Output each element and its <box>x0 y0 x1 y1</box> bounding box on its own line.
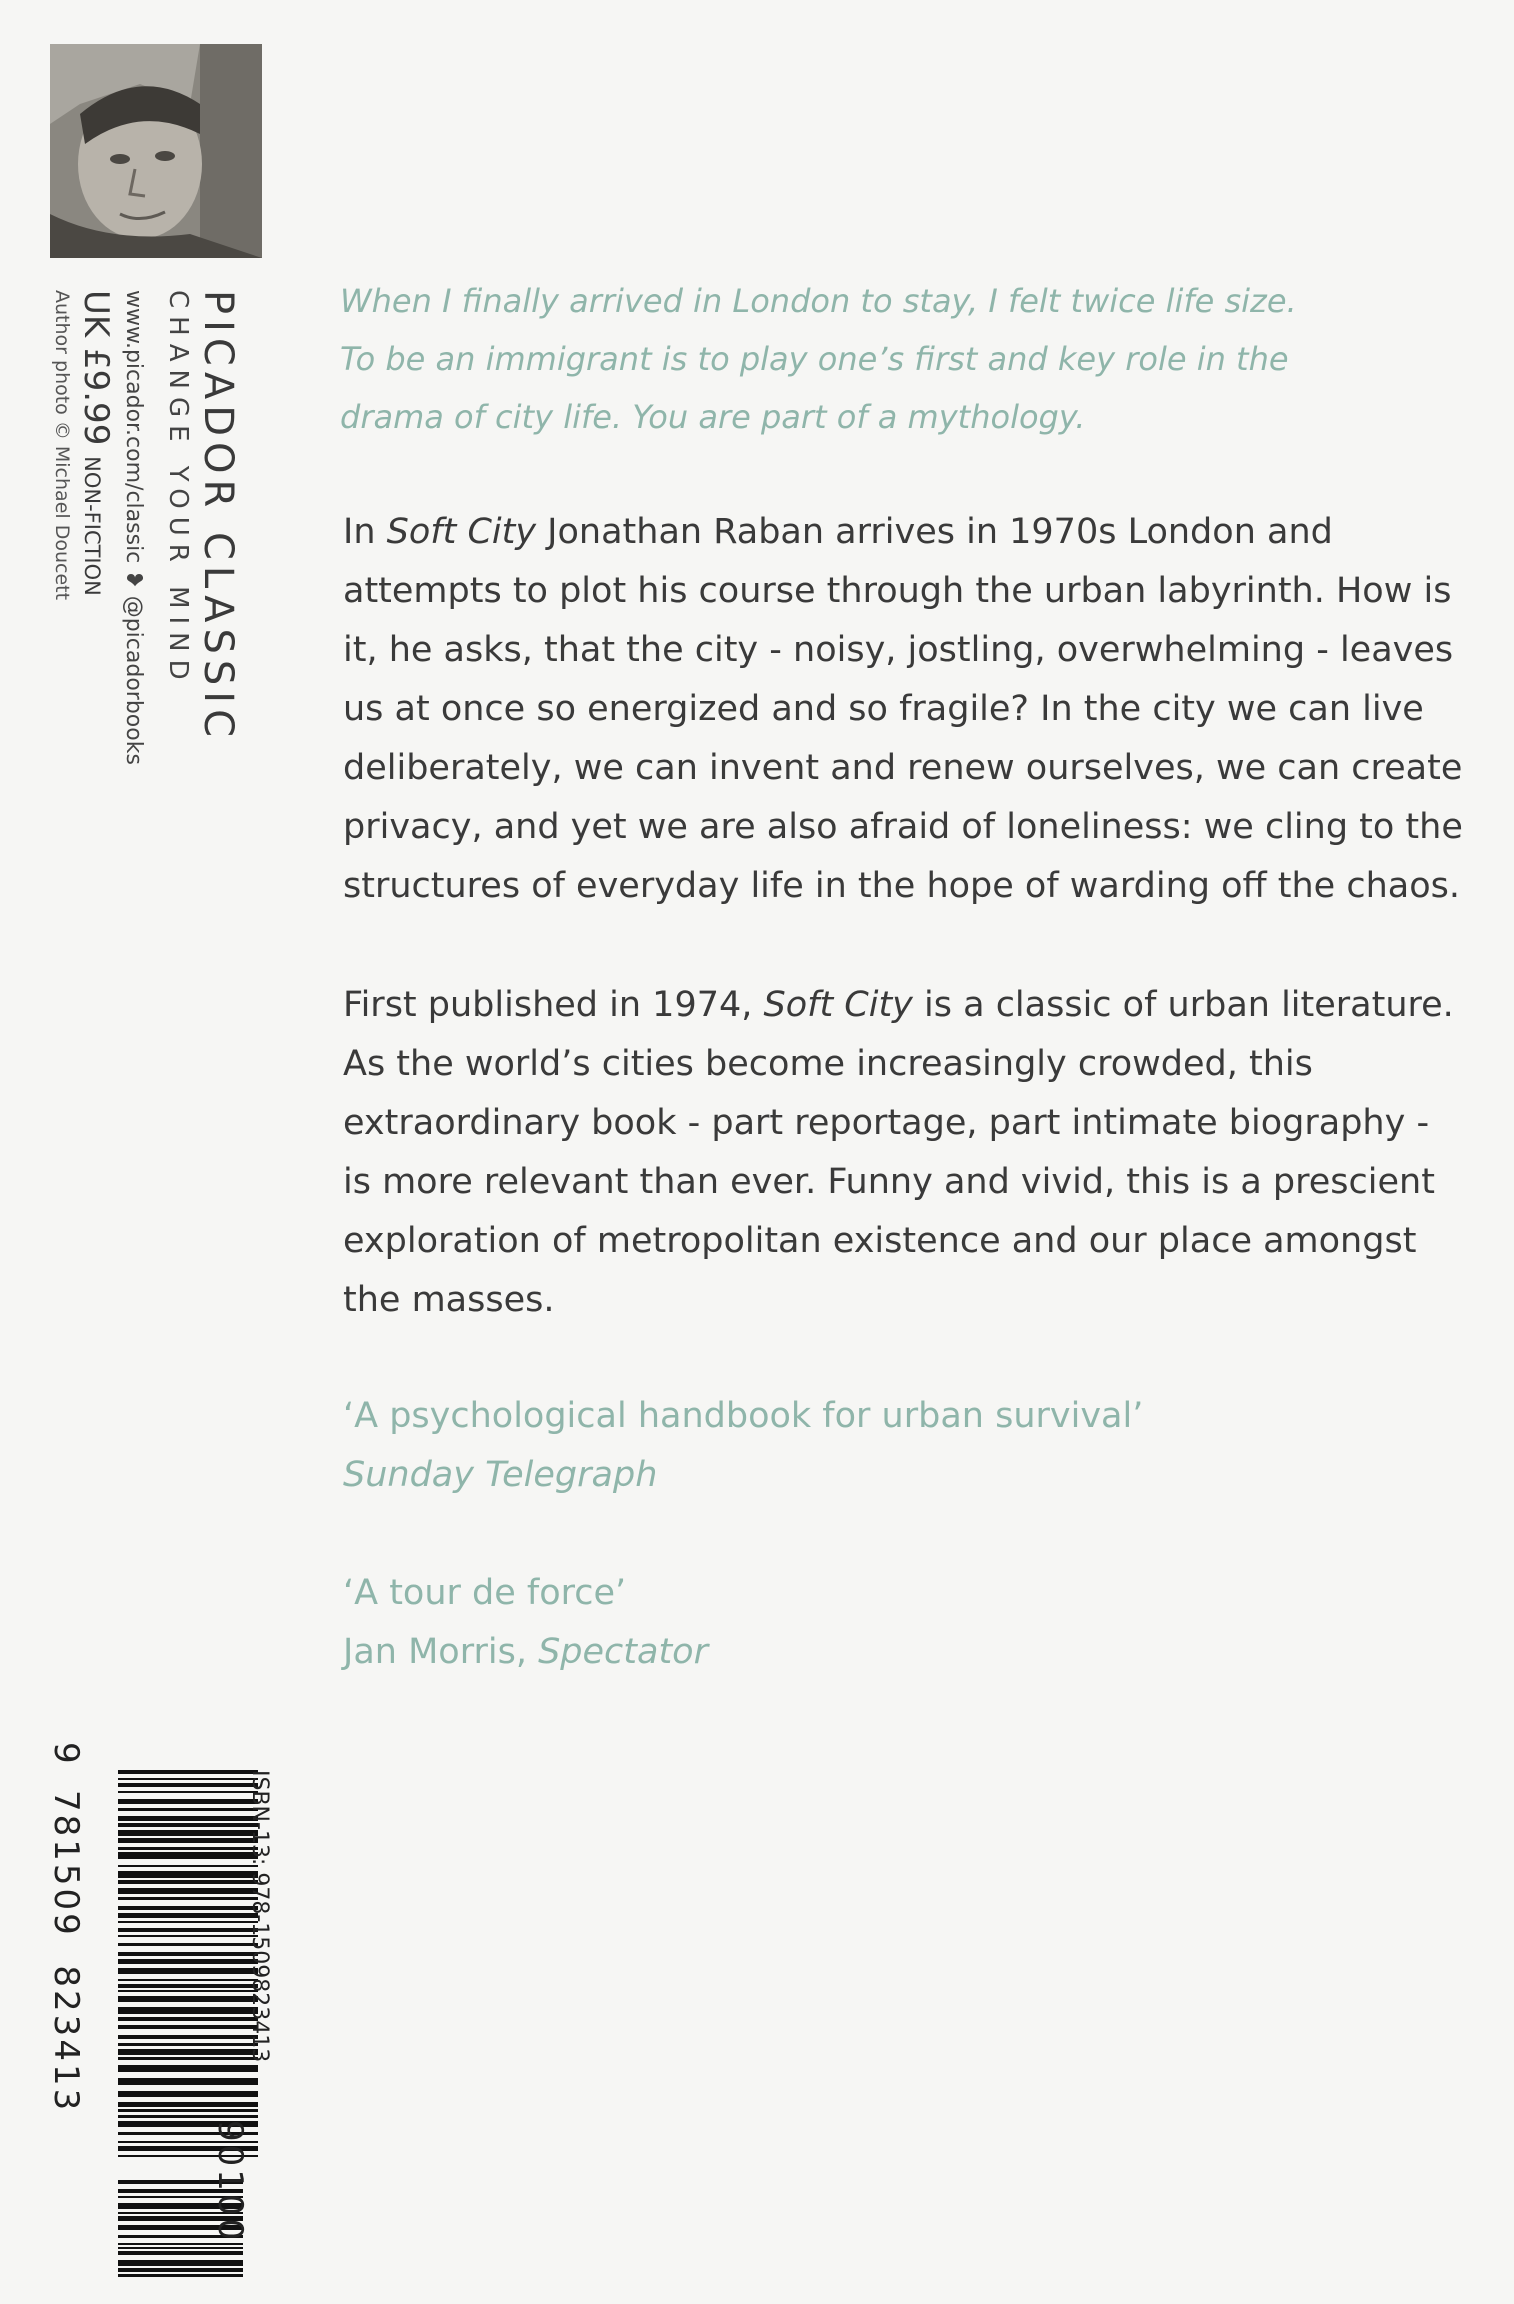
barcode-bar <box>118 1823 258 1827</box>
review-source: Sunday Telegraph <box>343 1455 658 1495</box>
barcode-addon-bar <box>118 2268 243 2272</box>
imprint-name: PICADOR CLASSIC <box>195 290 241 744</box>
barcode-addon-digits: 90100 <box>210 2120 250 2244</box>
barcode-bar <box>118 1943 258 1946</box>
web-and-twitter <box>121 290 146 765</box>
barcode-bar <box>118 2115 258 2118</box>
barcode-bar <box>118 1871 258 1878</box>
barcode-bar <box>118 1984 258 1988</box>
barcode-bar <box>118 2065 258 2072</box>
epigraph <box>340 272 1440 446</box>
barcode-bar <box>118 2007 258 2014</box>
barcode-bar <box>118 1990 258 1992</box>
epigraph-line: To be an immigrant is to play one’s first and key role in the <box>340 340 1289 378</box>
barcode-bar <box>118 1783 258 1787</box>
para-text: In <box>343 512 387 552</box>
price: UK £9.99 <box>76 290 116 446</box>
barcode-bar <box>118 1952 258 1956</box>
barcode-bar <box>118 1959 258 1964</box>
barcode-bar <box>118 1928 258 1932</box>
barcode-bar <box>118 2078 258 2085</box>
barcode-addon-bar <box>118 2243 243 2245</box>
barcode-bar <box>118 2057 258 2060</box>
barcode-bar <box>118 2025 258 2029</box>
para-text: Jonathan Raban arrives in 1970s London and attempts to plot his course through the urban labyrinth. How is it, he asks, that the city - noisy, jostling, overwhelming - leaves us at once so energized and so fragile? In the city we can live deliberately, we can invent and renew ourselves, we can create privacy, and yet we are also afraid of loneliness: we cling to the structures of everyday life in the hope of warding off the chaos. <box>343 512 1463 906</box>
barcode-bar <box>118 1778 258 1780</box>
epigraph-line: drama of city life. You are part of a mythology. <box>340 398 1086 436</box>
book-title: Soft City <box>763 985 913 1025</box>
review-source: Jan Morris, Spectator <box>343 1632 708 1672</box>
twitter-bird-icon: ❥ <box>121 570 146 596</box>
barcode-bar <box>118 1897 258 1900</box>
barcode-bar <box>118 1791 258 1793</box>
barcode-bar <box>118 1888 258 1894</box>
barcode-bar <box>118 2049 258 2055</box>
barcode-bar <box>118 2017 258 2021</box>
twitter-handle[interactable]: @picadorbooks <box>121 595 146 765</box>
barcode-bar <box>118 1979 258 1981</box>
review-quote: ‘A tour de force’ <box>343 1573 627 1613</box>
barcode-bar <box>118 1921 258 1923</box>
barcode-bar <box>118 1852 258 1859</box>
barcode-bar <box>118 1838 258 1843</box>
barcode-bar <box>118 1808 258 1811</box>
isbn-label: ISBN-13: 978-1509823413 <box>247 1770 272 2063</box>
barcode-bar <box>118 2109 258 2112</box>
barcode-digit-first: 9 <box>46 1742 86 1767</box>
barcode-addon-bar <box>118 2260 243 2266</box>
barcode-bar <box>118 2091 258 2097</box>
barcode-bar <box>118 1996 258 2002</box>
book-title: Soft City <box>386 512 537 552</box>
barcode-bar <box>118 1865 258 1867</box>
barcode-bar <box>118 1968 258 1974</box>
author-photo <box>50 44 262 258</box>
category: NON-FICTION <box>80 456 104 596</box>
review-quote: ‘A psychological handbook for urban survival’ <box>343 1396 1144 1436</box>
barcode-addon-bar <box>118 2251 243 2255</box>
barcode-addon-bar <box>118 2247 243 2249</box>
barcode-bar <box>118 1830 258 1836</box>
website-link[interactable]: www.picador.com/classic <box>121 290 146 564</box>
barcode-bar <box>118 1880 258 1884</box>
barcode-bar <box>118 1816 258 1821</box>
barcode-addon-bar <box>118 2274 243 2277</box>
barcode-bar <box>118 2102 258 2107</box>
epigraph-line: When I finally arrived in London to stay, I felt twice life size. <box>340 282 1297 320</box>
imprint-tagline: CHANGE YOUR MIND <box>163 290 193 688</box>
barcode-bar <box>118 2043 258 2046</box>
para-text: is a classic of urban literature. As the world’s cities become increasingly crowded, this extraordinary book - part reportage, part intimate biography - is more relevant than ever. Funny and vivid, this is a prescient exploration of metropolitan existence and our place amongst the masses. <box>343 985 1454 1320</box>
description-paragraph-1 <box>343 503 1463 916</box>
price-line <box>76 290 116 596</box>
barcode-bar <box>118 1906 258 1910</box>
review-1 <box>343 1387 1143 1505</box>
barcode-bar <box>118 1770 258 1774</box>
para-text: First published in 1974, <box>343 985 764 1025</box>
barcode-bar <box>118 1799 258 1804</box>
barcode-bar <box>118 1935 258 1937</box>
barcode-bar <box>118 1847 258 1850</box>
barcode-bar <box>118 2035 258 2039</box>
photo-credit: Author photo © Michael Doucett <box>51 290 73 601</box>
barcode-bar <box>118 1913 258 1918</box>
review-2 <box>343 1564 708 1682</box>
barcode-digits: 781509 823413 <box>46 1790 86 2114</box>
description-paragraph-2 <box>343 976 1463 1330</box>
